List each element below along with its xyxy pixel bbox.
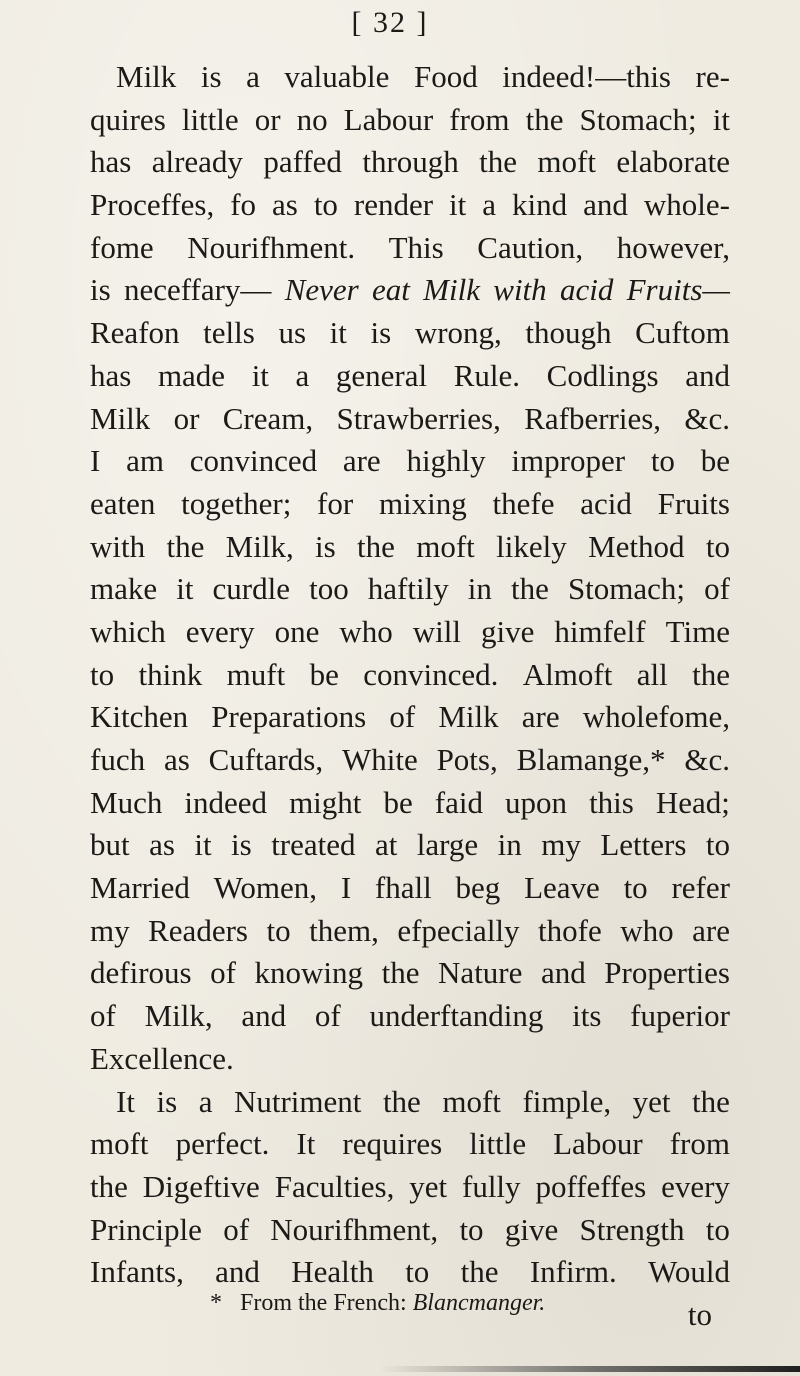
word: this bbox=[589, 784, 634, 820]
word: of bbox=[90, 998, 116, 1034]
word: fo bbox=[230, 187, 257, 223]
word: it bbox=[176, 571, 194, 607]
word: Fruits bbox=[657, 485, 730, 521]
footnote-italic: Blancmanger. bbox=[412, 1290, 546, 1316]
word: the bbox=[90, 1168, 128, 1204]
word: Properties bbox=[604, 955, 730, 991]
word: Would bbox=[648, 1254, 730, 1290]
word: to bbox=[313, 187, 338, 223]
text-line bbox=[90, 952, 730, 995]
word: render bbox=[353, 187, 434, 223]
word: to bbox=[705, 827, 730, 863]
text-line bbox=[90, 1209, 730, 1252]
word: no bbox=[296, 101, 328, 137]
word: which bbox=[90, 613, 166, 649]
word: will bbox=[412, 613, 461, 649]
word: Leave bbox=[524, 870, 600, 906]
word: Milk bbox=[90, 400, 151, 436]
word: though bbox=[525, 315, 612, 351]
word: to bbox=[405, 1254, 430, 1290]
word: to bbox=[705, 528, 730, 564]
word: eat bbox=[372, 272, 410, 308]
word: make bbox=[90, 571, 158, 607]
word: whole- bbox=[643, 187, 730, 223]
word: give bbox=[504, 1211, 559, 1247]
word: Proceffes, bbox=[90, 187, 215, 223]
word: a bbox=[482, 187, 497, 223]
word: Nutriment bbox=[233, 1083, 362, 1119]
word: convinced. bbox=[363, 656, 499, 692]
word: I bbox=[340, 870, 352, 906]
word: Head; bbox=[655, 784, 730, 820]
word: it bbox=[449, 187, 467, 223]
word: but bbox=[90, 827, 130, 863]
word: knowing bbox=[254, 955, 364, 991]
word: fimple, bbox=[522, 1083, 612, 1119]
word: to bbox=[705, 1211, 730, 1247]
word: little bbox=[181, 101, 239, 137]
word: &c. bbox=[684, 742, 730, 777]
word: Excellence. bbox=[90, 1040, 234, 1076]
text-line bbox=[90, 611, 730, 654]
footnote-mark: * bbox=[210, 1290, 222, 1316]
word: Labour bbox=[343, 101, 434, 137]
word: Method bbox=[588, 528, 685, 564]
text-line bbox=[90, 269, 730, 312]
word: fhall bbox=[374, 870, 432, 906]
word: as bbox=[272, 187, 298, 223]
word: Rule. bbox=[453, 357, 521, 393]
word: to bbox=[623, 870, 648, 906]
word: or bbox=[173, 400, 200, 436]
word: already bbox=[151, 144, 243, 180]
text-line bbox=[90, 824, 730, 867]
word: general bbox=[335, 357, 428, 393]
word: Principle bbox=[90, 1211, 202, 1247]
word: has bbox=[90, 357, 132, 393]
text-line bbox=[90, 910, 730, 953]
word: Much bbox=[90, 784, 163, 820]
word: the bbox=[381, 955, 420, 991]
word: Fruits— bbox=[626, 272, 730, 308]
word: fome bbox=[90, 229, 154, 265]
word: the bbox=[460, 1254, 499, 1290]
text-line bbox=[90, 355, 730, 398]
word: is bbox=[200, 59, 222, 94]
word: Married bbox=[90, 870, 190, 906]
word: highly bbox=[406, 443, 486, 479]
word: requires bbox=[342, 1126, 443, 1162]
word: and bbox=[215, 1254, 260, 1290]
word: Readers bbox=[148, 912, 248, 948]
word: Codlings bbox=[546, 357, 659, 393]
word: as bbox=[149, 827, 175, 863]
word: indeed bbox=[184, 784, 268, 820]
word: fully bbox=[462, 1168, 521, 1204]
text-line bbox=[90, 782, 730, 825]
word: and bbox=[540, 955, 586, 991]
word: be bbox=[309, 656, 339, 692]
word: improper bbox=[511, 443, 626, 479]
word: is bbox=[231, 827, 252, 863]
word: moft bbox=[416, 528, 475, 564]
word: Letters bbox=[600, 827, 687, 863]
text-line bbox=[90, 526, 730, 569]
word: made bbox=[157, 357, 226, 393]
word: beg bbox=[455, 870, 501, 906]
word: be bbox=[383, 784, 413, 820]
word: a bbox=[198, 1083, 213, 1119]
word: Strawberries, bbox=[336, 400, 501, 436]
word: Labour bbox=[553, 1126, 643, 1162]
word: paffed bbox=[263, 144, 342, 180]
word: of bbox=[210, 955, 236, 991]
word: Milk, bbox=[144, 998, 213, 1034]
word: acid bbox=[559, 272, 614, 308]
word: every bbox=[661, 1168, 730, 1204]
word: elaborate bbox=[616, 144, 730, 180]
word: Milk bbox=[116, 59, 177, 94]
word: kind bbox=[511, 187, 568, 223]
word: who bbox=[620, 912, 674, 948]
word: and bbox=[583, 187, 628, 223]
word: fuch bbox=[90, 742, 146, 777]
word: little bbox=[469, 1126, 527, 1162]
word: think bbox=[138, 656, 203, 692]
text-line bbox=[90, 398, 730, 441]
word: all bbox=[636, 656, 668, 692]
word: in bbox=[467, 571, 492, 607]
text-line bbox=[90, 312, 730, 355]
word: the bbox=[357, 528, 395, 564]
word: efpecially bbox=[397, 912, 520, 948]
word: as bbox=[163, 742, 190, 777]
word: faid bbox=[434, 784, 483, 820]
word: are bbox=[692, 912, 730, 948]
word: a bbox=[295, 357, 310, 393]
word: the bbox=[479, 144, 518, 180]
word: yet bbox=[632, 1083, 671, 1119]
word: at bbox=[374, 827, 398, 863]
word: defirous bbox=[90, 955, 192, 991]
word: I bbox=[90, 443, 101, 479]
word: Milk bbox=[423, 272, 480, 308]
word: Caution, bbox=[477, 229, 584, 265]
text-line bbox=[90, 1166, 730, 1209]
text-line bbox=[90, 568, 730, 611]
word: with bbox=[90, 528, 146, 564]
word: yet bbox=[409, 1168, 448, 1204]
word: it bbox=[712, 101, 730, 137]
word: Preparations bbox=[211, 699, 367, 735]
word: and bbox=[685, 357, 730, 393]
word: together; bbox=[181, 485, 292, 521]
word: Almoft bbox=[522, 656, 613, 692]
text-line bbox=[90, 654, 730, 697]
text-line bbox=[90, 440, 730, 483]
word: is bbox=[315, 528, 336, 564]
word: Health bbox=[291, 1254, 374, 1290]
word: wrong, bbox=[414, 315, 502, 351]
word: the bbox=[382, 1083, 421, 1119]
word: large bbox=[416, 827, 479, 863]
text-line bbox=[90, 1123, 730, 1166]
word: the bbox=[166, 528, 205, 564]
word: underftanding bbox=[369, 998, 544, 1034]
word: &c. bbox=[684, 400, 730, 436]
word: from bbox=[449, 101, 510, 137]
word: thefe bbox=[492, 485, 555, 521]
word: This bbox=[388, 229, 444, 265]
word: it bbox=[251, 357, 269, 393]
word: of bbox=[314, 998, 341, 1034]
word: Nourifhment, bbox=[270, 1211, 439, 1247]
word: to bbox=[459, 1211, 484, 1247]
word: treated bbox=[271, 827, 356, 863]
text-line bbox=[90, 867, 730, 910]
word: poffeffes bbox=[535, 1168, 647, 1204]
word: re- bbox=[695, 59, 730, 94]
word: indeed!—this bbox=[502, 59, 671, 94]
word: is bbox=[90, 272, 111, 308]
word: quires bbox=[90, 101, 166, 137]
page-number: [ 32 ] bbox=[351, 6, 429, 39]
word: moft bbox=[90, 1126, 149, 1162]
word: Never bbox=[284, 272, 359, 308]
word: are bbox=[521, 699, 560, 735]
word: valuable bbox=[284, 59, 390, 94]
word: is bbox=[370, 315, 392, 351]
word: however, bbox=[616, 229, 730, 265]
word: be bbox=[700, 443, 730, 479]
word: of bbox=[389, 699, 416, 735]
word: Nourifhment. bbox=[187, 229, 356, 265]
word: curdle bbox=[212, 571, 290, 607]
text-line bbox=[90, 1251, 730, 1294]
word: are bbox=[342, 443, 381, 479]
word: it bbox=[329, 315, 347, 351]
word: muft bbox=[226, 656, 286, 692]
word: Food bbox=[413, 59, 478, 94]
word: acid bbox=[580, 485, 632, 521]
word: every bbox=[185, 613, 255, 649]
word: perfect. bbox=[175, 1126, 270, 1162]
word: fuperior bbox=[630, 998, 730, 1034]
word: White bbox=[341, 742, 418, 777]
word: Reafon bbox=[90, 315, 180, 351]
word: Digeftive bbox=[142, 1168, 260, 1204]
word: Infirm. bbox=[529, 1254, 617, 1290]
word: Kitchen bbox=[90, 699, 189, 735]
word: the bbox=[692, 1083, 730, 1119]
text-line bbox=[90, 739, 730, 782]
word: wholefome, bbox=[582, 699, 730, 735]
word: thofe bbox=[538, 912, 602, 948]
word: might bbox=[289, 784, 362, 820]
word: my bbox=[90, 912, 130, 948]
word: Faculties, bbox=[274, 1168, 395, 1204]
word: It bbox=[116, 1083, 135, 1119]
catchword-text: to bbox=[687, 1296, 712, 1332]
word: It bbox=[296, 1126, 316, 1162]
word: its bbox=[572, 998, 602, 1034]
word: the bbox=[692, 656, 730, 692]
text-line bbox=[90, 1081, 730, 1124]
word: for bbox=[317, 485, 354, 521]
word: mixing bbox=[378, 485, 467, 521]
word: Stomach; bbox=[567, 571, 686, 607]
word: himfelf bbox=[554, 613, 646, 649]
text-line bbox=[90, 56, 730, 99]
footnote bbox=[210, 1290, 545, 1317]
word: the bbox=[525, 101, 564, 137]
text-line bbox=[90, 483, 730, 526]
text-line bbox=[90, 227, 730, 270]
word: us bbox=[278, 315, 307, 351]
word: one bbox=[274, 613, 320, 649]
word: Milk, bbox=[225, 528, 294, 564]
word: Infants, bbox=[90, 1254, 184, 1290]
word: refer bbox=[671, 870, 730, 906]
word: the bbox=[510, 571, 549, 607]
word: Cuftom bbox=[635, 315, 730, 351]
word: tells bbox=[203, 315, 255, 351]
word: convinced bbox=[189, 443, 318, 479]
footnote-text: From the French: bbox=[240, 1290, 407, 1316]
word: Nature bbox=[438, 955, 523, 991]
word: Blamange,* bbox=[516, 742, 666, 777]
word: upon bbox=[505, 784, 568, 820]
word: from bbox=[669, 1126, 730, 1162]
word: to bbox=[266, 912, 291, 948]
word: likely bbox=[496, 528, 567, 564]
word: moft bbox=[442, 1083, 501, 1119]
word: eaten bbox=[90, 485, 156, 521]
word: them, bbox=[309, 912, 379, 948]
word: with bbox=[493, 272, 547, 308]
word: my bbox=[541, 827, 581, 863]
text-line bbox=[90, 99, 730, 142]
word: of bbox=[704, 571, 730, 607]
word: Strength bbox=[579, 1211, 685, 1247]
text-line bbox=[90, 184, 730, 227]
word: Women, bbox=[213, 870, 318, 906]
word: Milk bbox=[438, 699, 499, 735]
word: is bbox=[156, 1083, 178, 1119]
text-line bbox=[90, 1038, 730, 1081]
text-line bbox=[90, 995, 730, 1038]
word: haftily bbox=[367, 571, 449, 607]
body-text bbox=[90, 56, 730, 1337]
word: and bbox=[241, 998, 287, 1034]
word: in bbox=[497, 827, 522, 863]
word: or bbox=[254, 101, 281, 137]
word: Pots, bbox=[436, 742, 498, 777]
word: has bbox=[90, 144, 132, 180]
text-line bbox=[90, 141, 730, 184]
page-edge-shadow bbox=[380, 1366, 800, 1372]
word: to bbox=[650, 443, 675, 479]
text-line bbox=[90, 696, 730, 739]
word: to bbox=[90, 656, 115, 692]
word: Cream, bbox=[222, 400, 314, 436]
word: it bbox=[194, 827, 212, 863]
word: Stomach; bbox=[579, 101, 697, 137]
word: through bbox=[362, 144, 459, 180]
word: neceffary— bbox=[123, 272, 272, 308]
word: a bbox=[246, 59, 260, 94]
word: of bbox=[223, 1211, 250, 1247]
word: Cuftards, bbox=[208, 742, 324, 777]
word: give bbox=[481, 613, 535, 649]
word: Rafberries, bbox=[524, 400, 662, 436]
word: who bbox=[339, 613, 393, 649]
word: too bbox=[309, 571, 349, 607]
word: Time bbox=[665, 613, 730, 649]
word: moft bbox=[537, 144, 596, 180]
word: am bbox=[126, 443, 164, 479]
